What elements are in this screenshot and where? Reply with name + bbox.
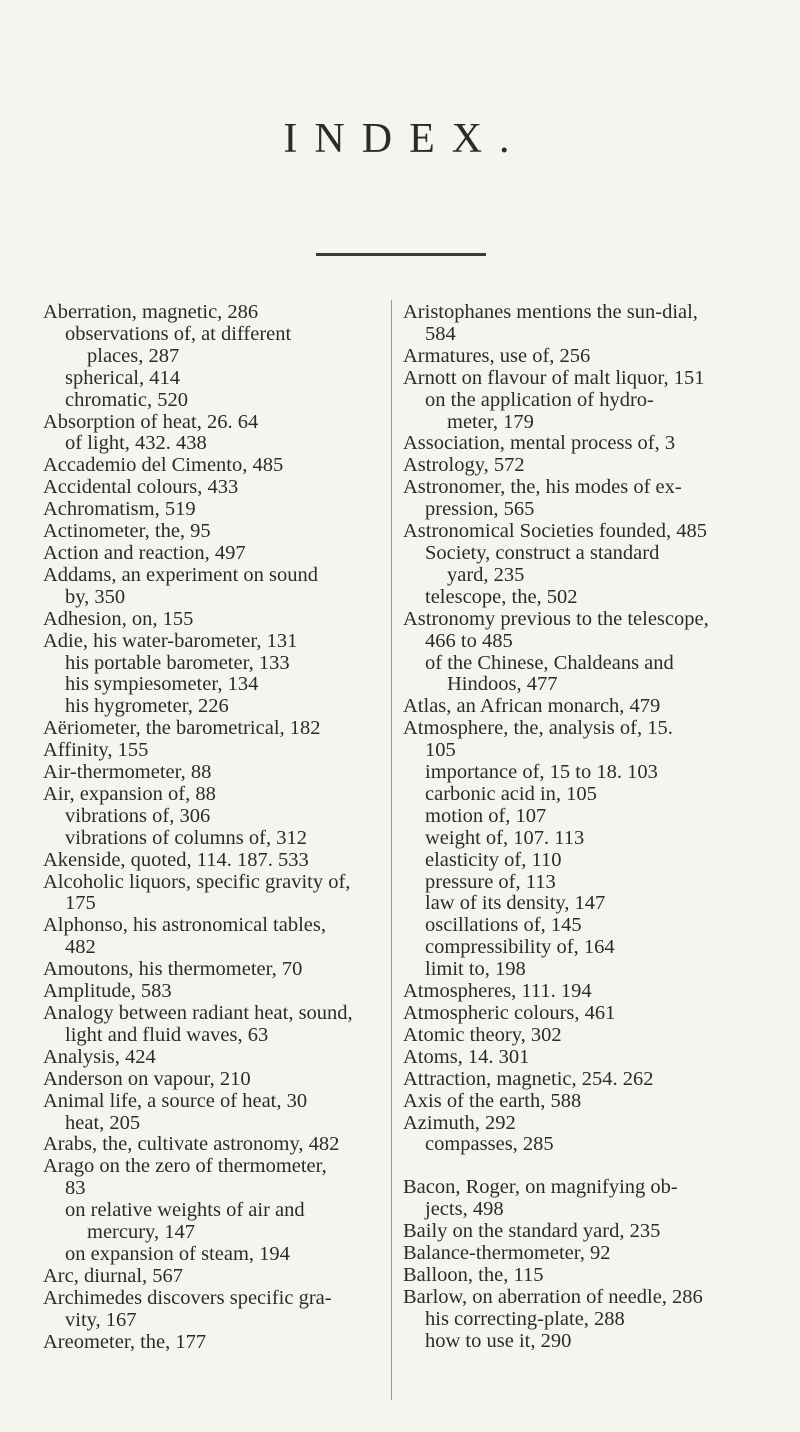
index-entry: Actinometer, the, 95 xyxy=(43,520,211,543)
index-subentry: weight of, 107. 113 xyxy=(425,826,585,849)
index-subentry: compasses, 285 xyxy=(425,1133,554,1156)
index-entry: Air, expansion of, 88 xyxy=(43,782,216,805)
index-entry: Areometer, the, 177 xyxy=(43,1330,207,1353)
index-subentry: motion of, 107 xyxy=(425,804,547,827)
index-entry: Affinity, 155 xyxy=(43,739,149,762)
index-entry: Attraction, magnetic, 254. 262 xyxy=(403,1067,654,1090)
index-subentry: jects, 498 xyxy=(425,1198,504,1221)
index-subentry: 175 xyxy=(65,892,96,915)
index-subentry: his portable barometer, 133 xyxy=(65,651,290,674)
index-entry: Animal life, a source of heat, 30 xyxy=(43,1089,308,1112)
index-entry: Barlow, on aberration of needle, 286 xyxy=(403,1285,703,1308)
index-entry: Astronomical Societies founded, 485 xyxy=(403,520,708,543)
index-subentry: by, 350 xyxy=(65,585,126,608)
index-subentry: 584 xyxy=(425,322,456,345)
index-subentry: his sympiesometer, 134 xyxy=(65,673,259,696)
index-entry: Atoms, 14. 301 xyxy=(403,1045,530,1068)
index-subentry: of the Chinese, Chaldeans and xyxy=(425,651,674,674)
index-subentry: yard, 235 xyxy=(447,563,525,586)
index-entry: Anderson on vapour, 210 xyxy=(43,1067,251,1090)
index-subentry: compressibility of, 164 xyxy=(425,936,615,959)
index-subentry: meter, 179 xyxy=(447,410,534,433)
index-entry: Arago on the zero of thermometer, xyxy=(43,1155,327,1178)
index-entry: Baily on the standard yard, 235 xyxy=(403,1220,661,1243)
index-entry: Amoutons, his thermometer, 70 xyxy=(43,958,303,981)
index-entry: Amplitude, 583 xyxy=(43,980,172,1003)
index-subentry: observations of, at different xyxy=(65,322,292,345)
index-entry: Arnott on flavour of malt liquor, 151 xyxy=(403,366,705,389)
page-title: INDEX. xyxy=(283,116,527,162)
index-subentry: vibrations of, 306 xyxy=(65,804,211,827)
index-subentry: limit to, 198 xyxy=(425,958,526,981)
title-rule xyxy=(316,253,486,256)
index-subentry: how to use it, 290 xyxy=(425,1329,572,1352)
index-entry: Atmospheric colours, 461 xyxy=(403,1002,616,1024)
index-subentry: 105 xyxy=(425,739,456,762)
index-entry: Atlas, an African monarch, 479 xyxy=(403,695,661,718)
index-subentry: light and fluid waves, 63 xyxy=(65,1023,269,1046)
index-entry: Atomic theory, 302 xyxy=(403,1023,562,1046)
index-subentry: oscillations of, 145 xyxy=(425,914,582,937)
index-subentry: carbonic acid in, 105 xyxy=(425,782,597,805)
index-entry: Alcoholic liquors, specific gravity of, xyxy=(43,870,351,893)
index-subentry: mercury, 147 xyxy=(87,1221,195,1244)
index-subentry: elasticity of, 110 xyxy=(425,848,562,871)
index-subentry: on the application of hydro- xyxy=(425,388,654,411)
index-entry: Accademio del Cimento, 485 xyxy=(43,454,284,477)
index-entry: Arc, diurnal, 567 xyxy=(43,1264,184,1287)
index-subentry: heat, 205 xyxy=(65,1111,141,1134)
index-subentry: 482 xyxy=(65,936,96,959)
index-column-left xyxy=(43,302,398,1354)
index-entry: Balance-thermometer, 92 xyxy=(403,1242,611,1265)
index-entry: Astronomer, the, his modes of ex- xyxy=(403,476,682,499)
index-entry: Adhesion, on, 155 xyxy=(43,607,194,630)
index-entry: Alphonso, his astronomical tables, xyxy=(43,914,326,937)
index-subentry: his hygrometer, 226 xyxy=(65,695,229,718)
index-subentry: places, 287 xyxy=(87,344,180,367)
index-entry: Aristophanes mentions the sun-dial, xyxy=(403,301,698,323)
index-entry: Adie, his water-barometer, 131 xyxy=(43,629,298,652)
index-entry: Analysis, 424 xyxy=(43,1045,156,1068)
index-subentry: 466 to 485 xyxy=(425,629,513,652)
index-entry: Aberration, magnetic, 286 xyxy=(43,301,259,323)
index-subentry: law of its density, 147 xyxy=(425,892,606,915)
index-subentry: vity, 167 xyxy=(65,1308,137,1331)
index-entry: Air-thermometer, 88 xyxy=(43,761,212,784)
index-entry: Addams, an experiment on sound xyxy=(43,563,318,586)
index-entry: Accidental colours, 433 xyxy=(43,476,239,499)
index-subentry: chromatic, 520 xyxy=(65,388,188,411)
index-subentry: spherical, 414 xyxy=(65,366,180,389)
index-entry: Action and reaction, 497 xyxy=(43,541,246,564)
index-entry: Axis of the earth, 588 xyxy=(403,1089,582,1112)
index-entry: Bacon, Roger, on magnifying ob- xyxy=(403,1176,678,1199)
index-entry: Aëriometer, the barometrical, 182 xyxy=(43,717,321,740)
index-subentry: pressure of, 113 xyxy=(425,870,556,893)
index-entry: Archimedes discovers specific gra- xyxy=(43,1286,332,1309)
index-entry: Arabs, the, cultivate astronomy, 482 xyxy=(43,1133,340,1156)
index-subentry: vibrations of columns of, 312 xyxy=(65,826,307,849)
index-subentry: Society, construct a standard xyxy=(425,541,660,564)
index-entry: Achromatism, 519 xyxy=(43,498,196,521)
index-entry: Atmospheres, 111. 194 xyxy=(403,980,592,1003)
section-gap xyxy=(403,1156,768,1177)
index-subentry: telescope, the, 502 xyxy=(425,585,578,608)
index-entry: Armatures, use of, 256 xyxy=(403,344,591,367)
index-entry: Astrology, 572 xyxy=(403,454,525,477)
index-subentry: on relative weights of air and xyxy=(65,1199,305,1222)
index-entry: Balloon, the, 115 xyxy=(403,1263,544,1286)
index-entry: Azimuth, 292 xyxy=(403,1111,516,1134)
index-subentry: on expansion of steam, 194 xyxy=(65,1242,290,1265)
index-subentry: 83 xyxy=(65,1177,86,1200)
index-column-right xyxy=(403,302,768,1353)
index-subentry: pression, 565 xyxy=(425,498,535,521)
index-entry: Astronomy previous to the telescope, xyxy=(403,607,709,630)
index-entry: Atmosphere, the, analysis of, 15. xyxy=(403,717,673,740)
index-entry: Akenside, quoted, 114. 187. 533 xyxy=(43,848,309,871)
index-subentry: his correcting-plate, 288 xyxy=(425,1307,625,1330)
index-subentry: importance of, 15 to 18. 103 xyxy=(425,761,658,784)
index-entry: Absorption of heat, 26. 64 xyxy=(43,410,259,433)
index-entry: Association, mental process of, 3 xyxy=(403,432,676,455)
index-subentry: Hindoos, 477 xyxy=(447,673,558,696)
index-subentry: of light, 432. 438 xyxy=(65,432,207,455)
index-entry: Analogy between radiant heat, sound, xyxy=(43,1002,353,1024)
